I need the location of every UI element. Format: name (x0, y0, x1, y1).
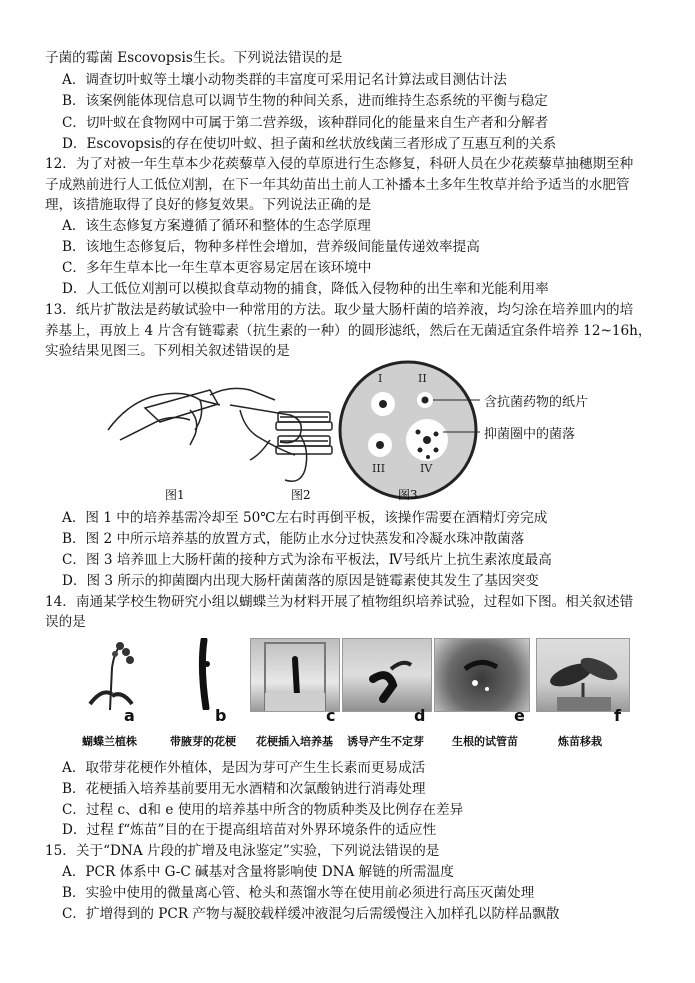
option-b: B．图 2 中所示培养基的放置方式，能防止水分过快蒸发和冷凝水珠冲散菌落 (62, 531, 525, 547)
figure-caption-2: 图2 (291, 488, 311, 502)
photo-caption-a: 蝴蝶兰植株 (82, 735, 137, 748)
photo-f (536, 638, 630, 712)
option-c: C．多年生草本比一年生草本更容易定居在该环境中 (62, 260, 372, 276)
figure-caption-3: 图3 (398, 488, 418, 502)
text-line: 误的是 (45, 614, 86, 630)
photo-letter-d: d (414, 706, 426, 725)
text-line: 养基上，再放上 4 片含有链霉素（抗生素的一种）的圆形滤纸，然后在无菌适宜条件培养 12~16h， (45, 323, 652, 339)
option-a: A．图 1 中的培养基需冷却至 50℃左右时再倒平板，该操作需要在酒精灯旁完成 (62, 510, 548, 526)
roman-label-2: II (418, 372, 427, 385)
option-c: C．图 3 培养皿上大肠杆菌的接种方式为涂布平板法，Ⅳ号纸片上抗生素浓度最高 (62, 552, 552, 568)
option-d: D．人工低位刈割可以模拟食草动物的捕食，降低入侵物种的出生率和光能利用率 (62, 281, 549, 297)
option-b: B．该案例能体现信息可以调节生物的种间关系，进而维持生态系统的平衡与稳定 (62, 93, 548, 109)
photo-caption-e: 生根的试管苗 (452, 735, 518, 748)
photo-caption-f: 炼苗移栽 (558, 735, 602, 748)
option-b: B．实验中使用的微量离心管、枪头和蒸馏水等在使用前必须进行高压灭菌处理 (62, 885, 535, 901)
option-a: A．该生态修复方案遵循了循环和整体的生态学原理 (62, 218, 371, 234)
photo-e (434, 638, 530, 712)
question-15: 15．关于“DNA 片段的扩增及电泳鉴定”实验，下列说法错误的是 (45, 843, 440, 859)
option-a: A．PCR 体系中 G-C 碱基对含量将影响使 DNA 解链的所需温度 (62, 864, 454, 880)
text-line: 子成熟前进行人工低位刈割，在下一年其幼苗出土前人工补播本土多年生牧草并给予适当的水肥管 (45, 177, 630, 193)
photo-d (342, 638, 432, 712)
option-a: A．取带芽花梗作外植体，是因为芽可产生生长素而更易成活 (62, 760, 426, 776)
photo-c (250, 638, 340, 712)
callout-antibiotic-paper: 含抗菌药物的纸片 (484, 395, 589, 410)
figure-caption-1: 图1 (165, 488, 185, 502)
roman-label-3: III (372, 462, 386, 475)
photo-caption-d: 诱导产生不定芽 (347, 735, 424, 748)
text-line: 理，该措施取得了良好的修复效果。下列说法正确的是 (45, 197, 372, 213)
question-13: 13．纸片扩散法是药敏试验中一种常用的方法。取少量大肠杆菌的培养液，均匀涂在培养皿内的培 (45, 302, 634, 318)
stacked-dishes-illustration (276, 412, 332, 454)
photo-letter-f: f (614, 706, 621, 725)
roman-label-4: IV (420, 462, 433, 475)
option-b: B．花梗插入培养基前要用无水酒精和次氯酸钠进行消毒处理 (62, 781, 426, 797)
photo-letter-c: c (326, 706, 336, 725)
photo-letter-e: e (514, 706, 525, 725)
option-a: A．调查切叶蚁等土壤小动物类群的丰富度可采用记名计算法或目测估计法 (62, 72, 507, 88)
option-c: C．过程 c、d和 e 使用的培养基中所含的物质种类及比例存在差异 (62, 802, 464, 818)
pouring-hands-illustration (108, 388, 307, 481)
option-d: D．图 3 所示的抑菌圈内出现大肠杆菌菌落的原因是链霉素使其发生了基因突变 (62, 573, 539, 589)
option-b: B．该地生态修复后，物种多样性会增加，营养级间能量传递效率提高 (62, 239, 480, 255)
petri-dish (340, 362, 476, 498)
roman-label-1: I (378, 372, 383, 385)
photo-caption-c: 花梗插入培养基 (256, 735, 333, 748)
photo-a (80, 638, 144, 710)
option-c: C．切叶蚁在食物网中可属于第二营养级，该种群同化的能量来自生产者和分解者 (62, 115, 549, 131)
option-c: C．扩增得到的 PCR 产物与凝胶载样缓冲液混匀后需缓慢注入加样孔以防样品飘散 (62, 906, 560, 922)
option-d: D．过程 f“炼苗”目的在于提高组培苗对外界环境条件的适应性 (62, 822, 437, 838)
photo-b (180, 638, 230, 710)
question-14: 14．南通某学校生物研究小组以蝴蝶兰为材料开展了植物组织培养试验，过程如下图。相关叙述错 (45, 594, 634, 610)
option-d: D．Escovopsis的存在使切叶蚁、担子菌和丝状放线菌三者形成了互惠互利的关系 (62, 136, 557, 152)
question-12: 12．为了对被一年生草本少花蒺藜草入侵的草原进行生态修复，科研人员在少花蒺藜草抽穗期至种 (45, 156, 634, 172)
photo-letter-b: b (215, 706, 227, 725)
photo-letter-a: a (124, 706, 135, 725)
text-line: 实验结果见图三。下列相关叙述错误的是 (45, 343, 290, 359)
photo-caption-b: 带腋芽的花梗 (170, 735, 236, 748)
text-line: 子菌的霉菌 Escovopsis生长。下列说法错误的是 (45, 50, 343, 66)
callout-colony: 抑菌圈中的菌落 (484, 427, 576, 442)
